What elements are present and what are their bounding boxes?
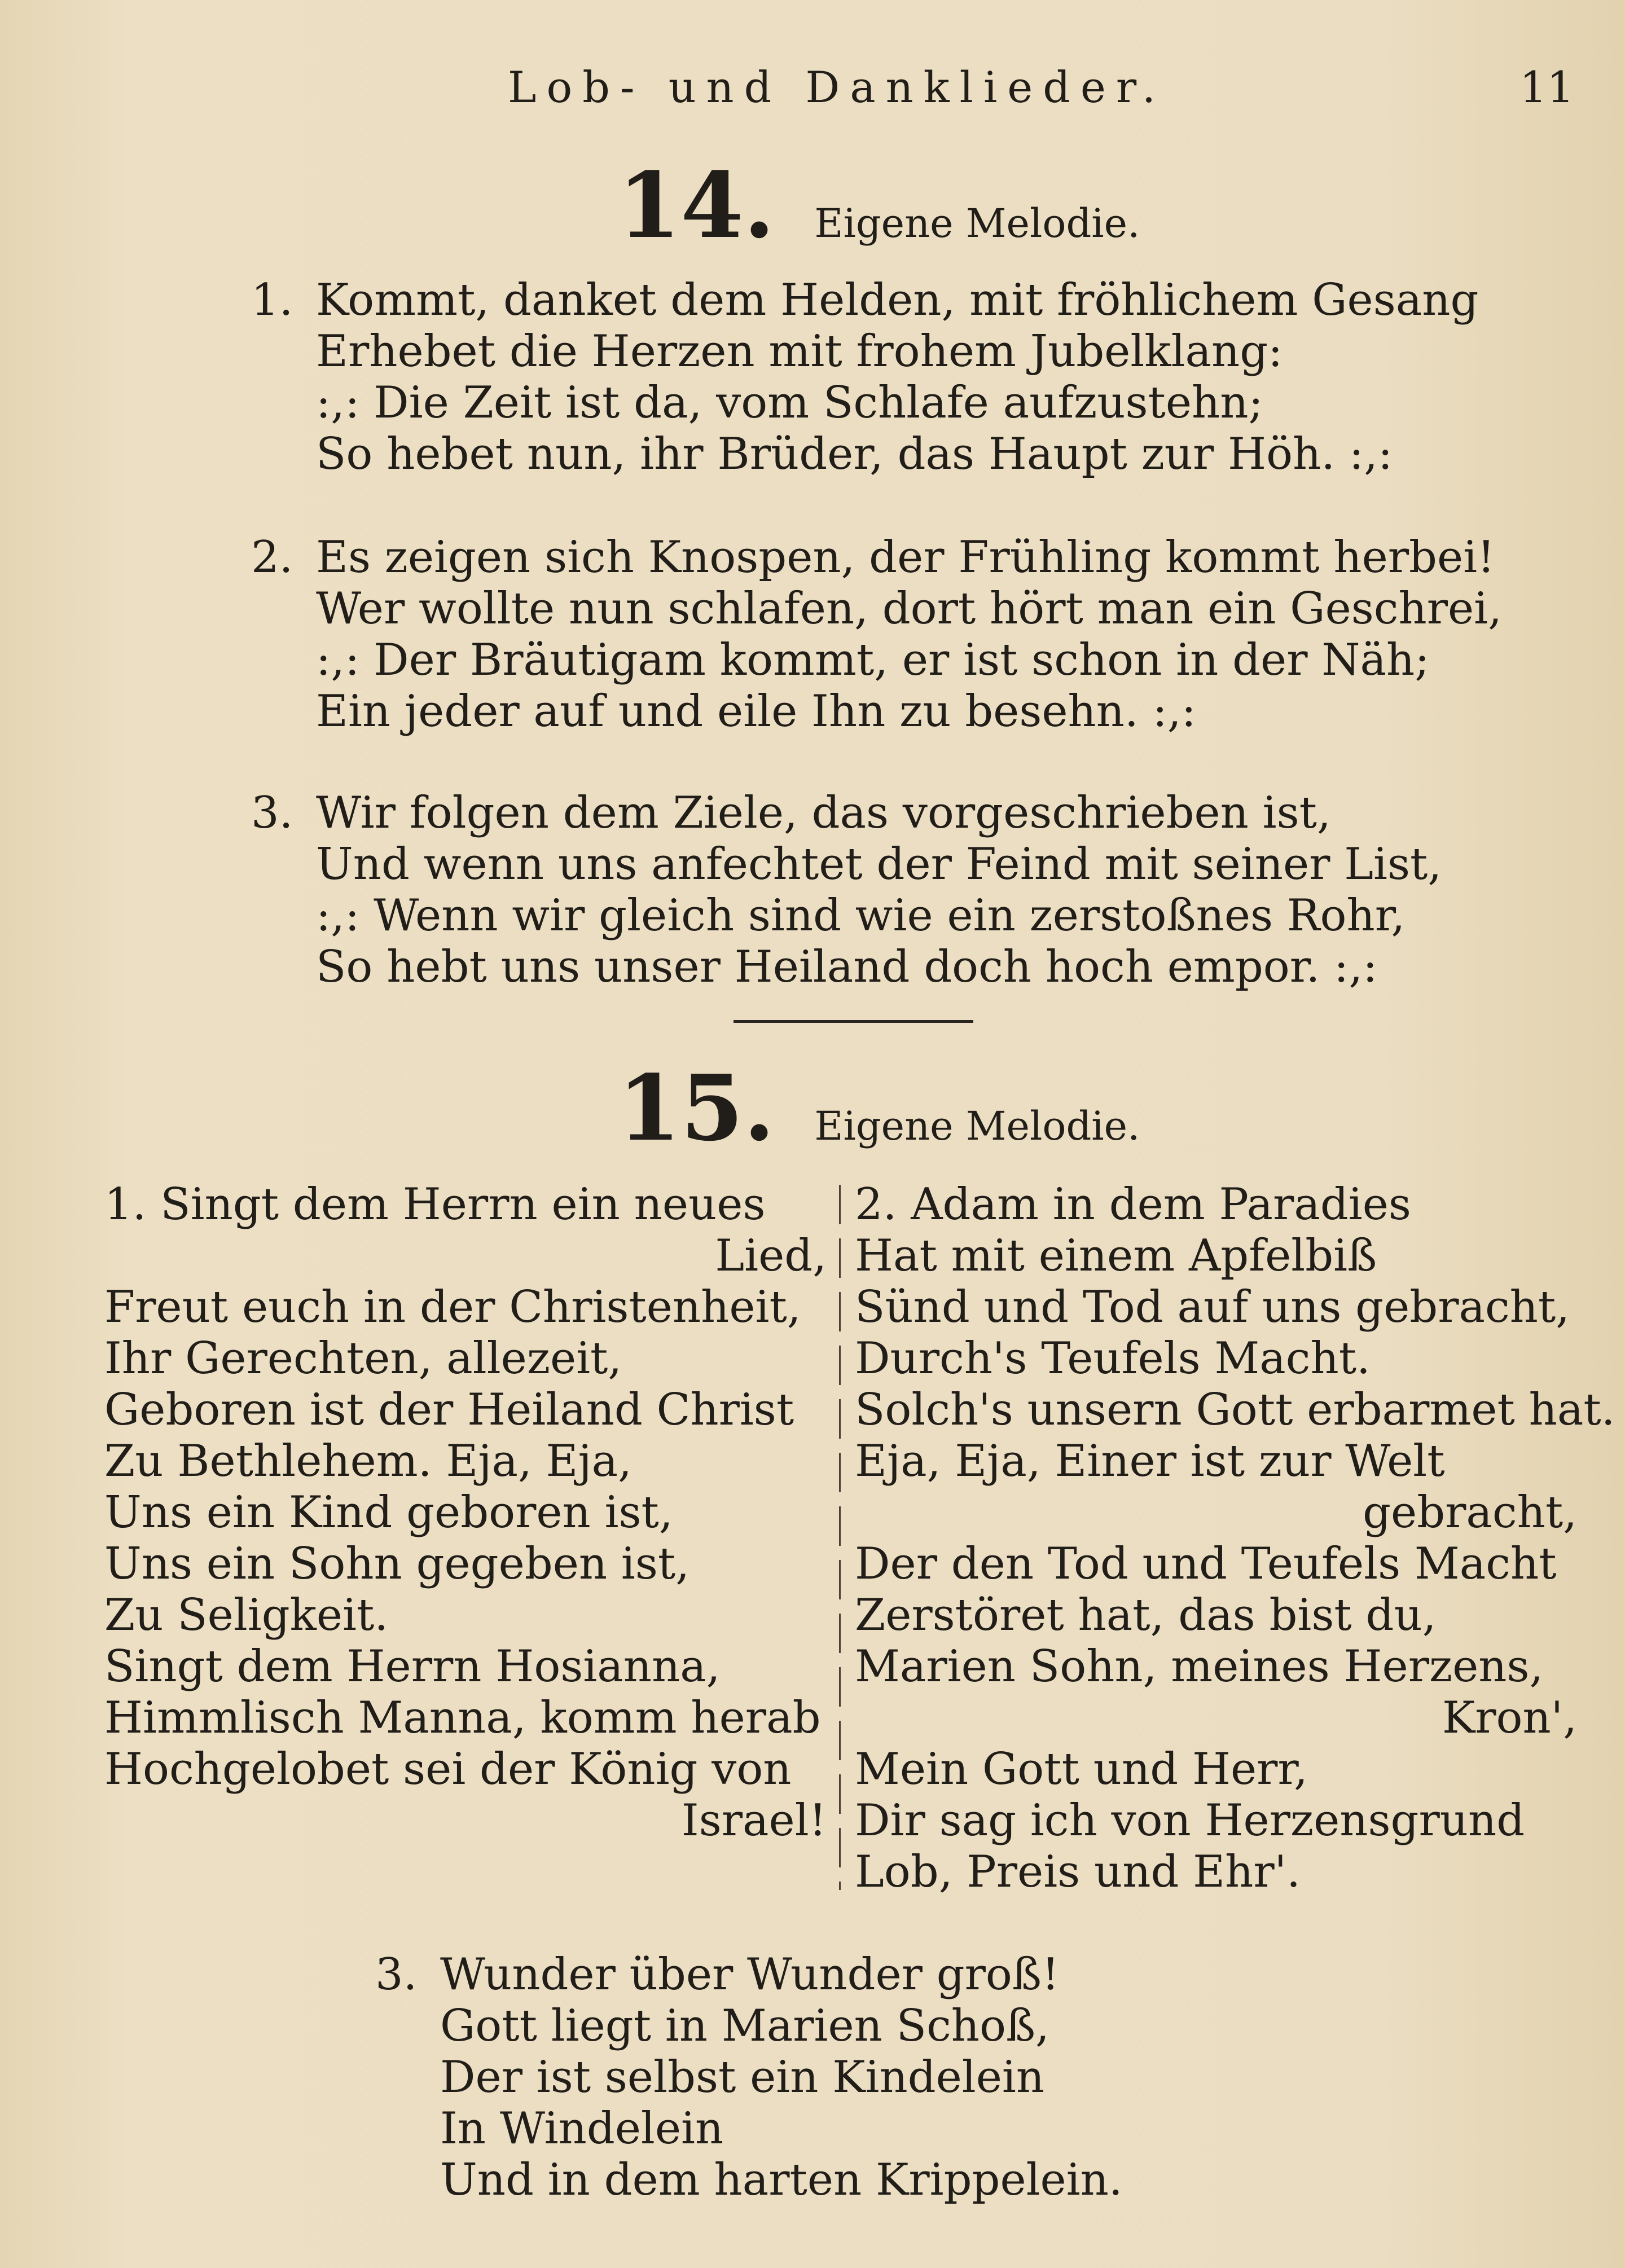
stanza-number: 3. — [251, 788, 293, 838]
page-number: 11 — [1519, 62, 1574, 112]
verse-line: Eja, Eja, Einer ist zur Welt — [855, 1436, 1445, 1487]
verse-line: 1. Singt dem Herrn ein neues — [104, 1179, 766, 1230]
verse-line: So hebt uns unser Heiland doch hoch empor. :,: — [316, 942, 1378, 992]
verse-line: Zerstöret hat, das bist du, — [855, 1590, 1437, 1641]
section-divider — [734, 1020, 973, 1023]
hymn-14-stanza-3 — [251, 788, 1442, 993]
hymn-number: 14. — [618, 152, 775, 258]
verse-line: Mein Gott und Herr, — [855, 1744, 1308, 1795]
verse-line: Ein jeder auf und eile Ihn zu besehn. :,: — [316, 686, 1196, 737]
hymn-14-heading — [618, 152, 1140, 258]
verse-line: Uns ein Kind geboren ist, — [104, 1487, 673, 1538]
verse-line: :,: Der Bräutigam kommt, er ist schon in der Näh; — [316, 635, 1430, 685]
verse-line: Freut euch in der Christenheit, — [104, 1282, 801, 1333]
hymn-15-stanza-2-column — [855, 1179, 1615, 1898]
verse-line: Marien Sohn, meines Herzens, — [855, 1641, 1544, 1692]
hymn-15-stanza-3 — [375, 1949, 1123, 2206]
verse-line: Wer wollte nun schlafen, dort hört man ein Geschrei, — [316, 583, 1502, 634]
verse-line: Durch's Teufels Macht. — [855, 1333, 1371, 1384]
verse-line: Und in dem harten Krippelein. — [440, 2155, 1123, 2205]
verse-line: Solch's unsern Gott erbarmet hat. — [855, 1384, 1615, 1435]
verse-line: Himmlisch Manna, komm herab — [104, 1693, 821, 1743]
stanza-number: 1. — [251, 275, 293, 326]
verse-line: Dir sag ich von Herzensgrund — [855, 1795, 1525, 1846]
verse-line: Ihr Gerechten, allezeit, — [104, 1333, 622, 1384]
running-title: Lob- und Danklieder. — [508, 62, 1166, 112]
verse-line: Und wenn uns anfechtet der Feind mit seiner List, — [316, 839, 1442, 890]
hymn-15-heading — [618, 1055, 1140, 1161]
verse-line: Hat mit einem Apfelbiß — [855, 1230, 1377, 1281]
verse-line: Kommt, danket dem Helden, mit fröhlichem Gesang — [316, 275, 1479, 326]
verse-line: Der den Tod und Teufels Macht — [855, 1539, 1557, 1589]
verse-line: :,: Wenn wir gleich sind wie ein zerstoßnes Rohr, — [316, 890, 1406, 941]
verse-line: Kron', — [1442, 1693, 1577, 1743]
verse-line: Erhebet die Herzen mit frohem Jubelklang: — [316, 326, 1283, 377]
verse-line: Hochgelobet sei der König von — [104, 1744, 792, 1795]
verse-line: :,: Die Zeit ist da, vom Schlafe aufzustehn; — [316, 377, 1263, 428]
stanza-number: 3. — [375, 1949, 418, 2000]
verse-line: Es zeigen sich Knospen, der Frühling kommt herbei! — [316, 532, 1495, 583]
verse-line: Lied, — [715, 1230, 827, 1281]
verse-line: Sünd und Tod auf uns gebracht, — [855, 1282, 1570, 1333]
verse-line: Gott liegt in Marien Schoß, — [440, 2001, 1049, 2051]
verse-line: In Windelein — [440, 2103, 724, 2154]
melody-note: Eigene Melodie. — [814, 200, 1140, 247]
verse-line: Wir folgen dem Ziele, das vorgeschrieben ist, — [316, 788, 1331, 838]
verse-line: Israel! — [681, 1795, 827, 1846]
hymn-number: 15. — [618, 1055, 775, 1161]
verse-line: Geboren ist der Heiland Christ — [104, 1384, 794, 1435]
verse-line: Zu Seligkeit. — [104, 1590, 389, 1641]
stanza-number: 2. — [251, 532, 293, 583]
verse-line: 2. Adam in dem Paradies — [855, 1179, 1411, 1230]
verse-line: Lob, Preis und Ehr'. — [855, 1847, 1301, 1897]
verse-line: Wunder über Wunder groß! — [440, 1949, 1060, 2000]
hymn-14-stanza-1 — [251, 275, 1478, 480]
verse-line: Uns ein Sohn gegeben ist, — [104, 1539, 690, 1589]
verse-line: So hebet nun, ihr Brüder, das Haupt zur Höh. :,: — [316, 429, 1393, 480]
verse-line: Singt dem Herrn Hosianna, — [104, 1641, 721, 1692]
verse-line: Zu Bethlehem. Eja, Eja, — [104, 1436, 632, 1487]
melody-note: Eigene Melodie. — [814, 1103, 1140, 1149]
verse-line: gebracht, — [1363, 1487, 1577, 1538]
verse-line: Der ist selbst ein Kindelein — [440, 2052, 1045, 2103]
column-divider — [839, 1185, 841, 1890]
hymn-15-stanza-1-column — [104, 1179, 827, 1847]
hymn-14-stanza-2 — [251, 532, 1502, 737]
